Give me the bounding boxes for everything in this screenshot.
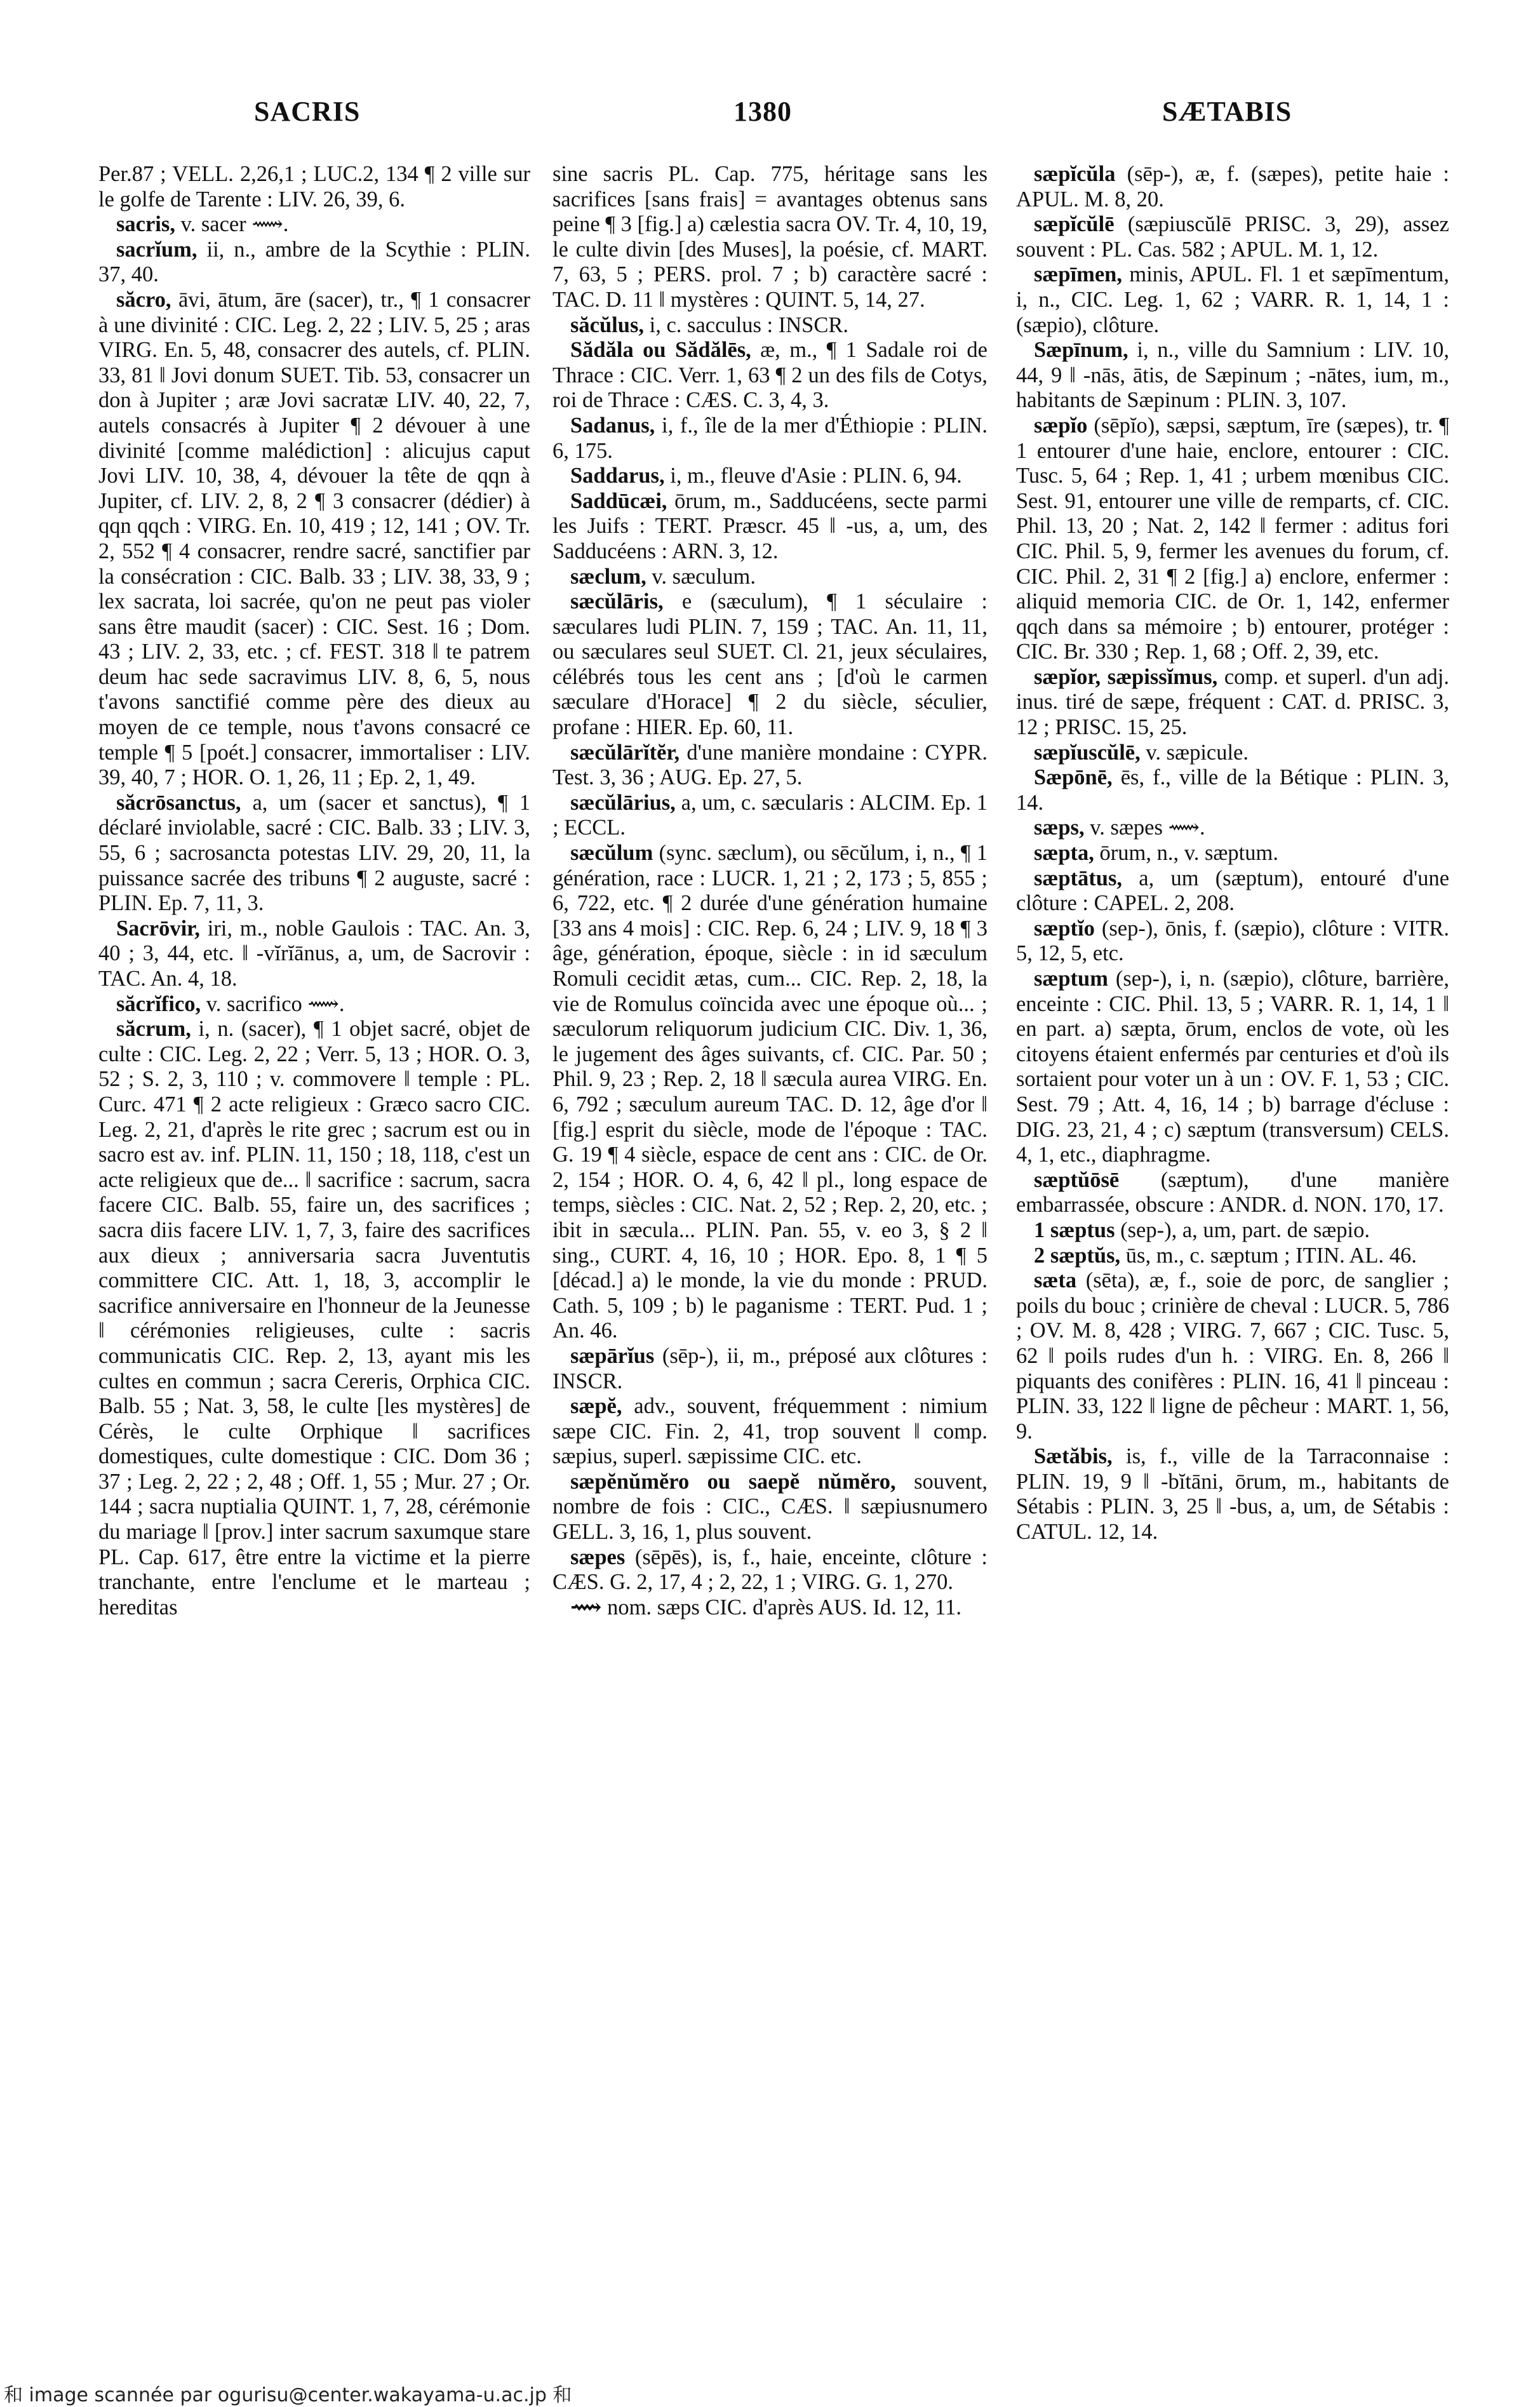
running-header <box>0 95 1540 140</box>
scan-credit-footer <box>0 2377 1540 2406</box>
entry-definition: v. sacer ⟿. <box>180 212 289 237</box>
entry-definition: v. sacrifico ⟿. <box>206 991 345 1016</box>
entry-definition: sine sacris PL. Cap. 775, héritage sans les sacrifices [sans frais] = avantages obtenus sans peine ¶ 3 [fig.] a) cælestia sacra OV. Tr. 4, 10, 19, le culte divin [des Muses], la poésie, cf. MART. 7, 63, 5 ; PERS. prol. 7 ; b) caractère sacré : TAC. D. 11 ‖ mystères : QUINT. 5, 14, 27. <box>552 162 988 312</box>
column-right <box>1016 162 1449 2372</box>
entry-definition: (sēpĭo), sæpsi, sæptum, īre (sæpes), tr. ¶ 1 entourer d'une haie, enclore, entourer : CIC. Tusc. 5, 64 ; Rep. 1, 41 ; urbem mœnibus CIC. Sest. 91, entourer une ville de remparts, cf. CIC. Phil. 13, 20 ; Nat. 2, 142 ‖ fermer : aditus fori CIC. Phil. 5, 9, fermer les avenues du forum, cf. CIC. Phil. 2, 31 ¶ 2 [fig.] a) enclore, enfermer : aliquid memoria CIC. de Or. 1, 142, enfermer qqch dans sa mémoire ; b) entourer, protéger : CIC. Br. 330 ; Rep. 1, 68 ; Off. 2, 39, etc. <box>1016 413 1449 664</box>
entry-headword: sæpĕ, <box>570 1394 622 1419</box>
header-page-number: 1380 <box>733 96 792 127</box>
entry-definition: i, n. (sacer), ¶ 1 objet sacré, objet de culte : CIC. Leg. 2, 22 ; Verr. 5, 13 ; HOR. O. 3, 52 ; S. 2, 3, 110 ; v. commovere ‖ temple : PL. Curc. 471 ¶ 2 acte religieux : Græco sacro CIC. Leg. 2, 21, d'après le rite grec ; sacrum est ou in sacro est av. inf. PLIN. 11, 150 ; 18, 118, c'est un acte religieux que de... ‖ sacrifice : sacrum, sacra facere CIC. Balb. 55, faire un, des sacrifices ; sacra diis facere LIV. 1, 7, 3, faire des sacrifices aux dieux ; anniversaria sacra Juventutis committere CIC. Att. 1, 18, 3, accomplir le sacrifice anniversaire en l'honneur de la Jeunesse ‖ cérémonies religieuses, culte : sacris communicatis CIC. Rep. 2, 13, ayant mis les cultes en commun ; sacra Cereris, Orphica CIC. Balb. 55 ; Nat. 3, 58, le culte [les mystères] de Cérès, le culte Orphique ‖ sacrifices domestiques, culte domestique : CIC. Dom 36 ; 37 ; Leg. 2, 22 ; 2, 48 ; Off. 1, 55 ; Mur. 27 ; Or. 144 ; sacra nuptialia QUINT. 1, 7, 28, cérémonie du mariage ‖ [prov.] inter sacrum saxumque stare PL. Cap. 617, être entre la victime et la pierre tranchante, entre l'enclume et le marteau ; hereditas <box>98 1017 530 1619</box>
entry-definition: i, n., ville du Samnium : LIV. 10, 44, 9 ‖ -nās, ātis, de Sæpinum ; -nātes, ium, m., habitants de Sæpinum : PLIN. 3, 107. <box>1016 338 1449 413</box>
dictionary-entry <box>98 212 530 238</box>
scan-credit-text: 和 image scannée par ogurisu@center.wakayama-u.ac.jp 和 <box>4 2384 572 2406</box>
entry-headword: sæpta, <box>1034 841 1094 866</box>
entry-headword: Sacrōvir, <box>116 916 200 941</box>
entry-headword: Saddarus, <box>570 464 665 488</box>
entry-headword: sacrĭum, <box>116 237 198 262</box>
entry-headword: săcrōsanctus, <box>116 790 241 815</box>
entry-headword: Sæpīnum, <box>1034 338 1128 363</box>
dictionary-entry <box>552 1344 988 1394</box>
entry-headword: ⟿ <box>570 1595 602 1619</box>
dictionary-entry <box>552 791 988 841</box>
entry-definition: æ, m., ¶ 1 Sadale roi de Thrace : CIC. Verr. 1, 63 ¶ 2 un des fils de Cotys, roi de Thrace : CÆS. C. 3, 4, 3. <box>552 338 988 413</box>
entry-definition: (sep-), ōnis, f. (sæpio), clôture : VITR. 5, 12, 5, etc. <box>1016 916 1449 966</box>
dictionary-entry <box>1016 262 1449 338</box>
entry-definition: ōrum, n., v. sæptum. <box>1099 841 1278 866</box>
entry-continuation <box>98 162 530 212</box>
entry-headword: 2 sæptŭs, <box>1034 1243 1121 1268</box>
dictionary-entry <box>98 916 530 992</box>
entry-definition: āvi, ātum, āre (sacer), tr., ¶ 1 consacrer à une divinité : CIC. Leg. 2, 22 ; LIV. 5, 25 ; aras VIRG. En. 5, 48, consacrer des autels, cf. PLIN. 33, 81 ‖ Jovi donum SUET. Tib. 53, consacrer un don à Jupiter ; aræ Jovi sacratæ LIV. 40, 22, 7, autels consacrés à Jupiter ¶ 2 dévouer à une divinité [comme malédiction] : alicujus caput Jovi LIV. 10, 38, 4, dévouer la tête de qqn à Jupiter, cf. LIV. 2, 8, 2 ¶ 3 consacrer (dédier) à qqn qqch : VIRG. En. 10, 419 ; 12, 141 ; OV. Tr. 2, 552 ¶ 4 consacrer, rendre sacré, sanctifier par la consécration : CIC. Balb. 33 ; LIV. 38, 33, 9 ; lex sacrata, loi sacrée, qu'on ne peut pas violer sans être maudit (sacer) : CIC. Sest. 16 ; Dom. 43 ; LIV. 2, 33, etc. ; cf. FEST. 318 ‖ te patrem deum hac sede sacravimus LIV. 8, 6, 5, nous t'avons sanctifié comme père des dieux au moyen de ce temple, nous t'avons consacré ce temple ¶ 5 [poét.] consacrer, immortaliser : LIV. 39, 40, 7 ; HOR. O. 1, 26, 11 ; Ep. 2, 1, 49. <box>98 287 530 790</box>
dictionary-entry <box>552 338 988 413</box>
entry-headword: sæpĭuscŭlē, <box>1034 740 1141 765</box>
entry-definition: e (sæculum), ¶ 1 séculaire : sæculares ludi PLIN. 7, 159 ; TAC. An. 11, 11, ou sæculares seul SUET. Cl. 21, jeux séculaires, célébrés tous les cent ans ; [d'où le carmen sæculare d'Horace] ¶ 2 du siècle, séculier, profane : HIER. Ep. 60, 11. <box>552 589 988 740</box>
entry-headword: sæpĭo <box>1034 413 1088 438</box>
entry-headword: sæptātus, <box>1034 866 1122 890</box>
entry-headword: Sæpōnē, <box>1034 765 1113 790</box>
entry-definition: d'une manière mondaine : CYPR. Test. 3, 36 ; AUG. Ep. 27, 5. <box>552 740 988 790</box>
entry-definition: v. sæpes ⟿. <box>1090 815 1205 840</box>
dictionary-entry <box>552 313 988 339</box>
entry-definition: a, um (sæptum), entouré d'une clôture : CAPEL. 2, 208. <box>1016 866 1449 916</box>
entry-headword: sæcŭlārĭtĕr, <box>570 740 680 765</box>
entry-headword: săcŭlus, <box>570 312 644 337</box>
dictionary-entry <box>552 1470 988 1545</box>
dictionary-entry <box>552 1595 988 1621</box>
entry-definition: i, f., île de la mer d'Éthiopie : PLIN. 6, 175. <box>552 413 988 463</box>
dictionary-entry <box>552 741 988 791</box>
entry-headword: sæcŭlārius, <box>570 790 676 815</box>
entry-definition: ēs, f., ville de la Bétique : PLIN. 3, 14. <box>1016 765 1449 815</box>
dictionary-entry <box>1016 916 1449 967</box>
dictionary-entry <box>98 1017 530 1620</box>
column-middle <box>552 162 988 2372</box>
dictionary-entry <box>1016 162 1449 212</box>
entry-continuation <box>552 162 988 313</box>
entry-headword: sæpārĭus <box>570 1343 655 1368</box>
entry-definition: v. sæculum. <box>652 564 756 589</box>
dictionary-entry <box>1016 815 1449 841</box>
entry-headword: 1 sæptus <box>1034 1217 1115 1242</box>
entry-headword: sæpĭcŭlē <box>1034 212 1115 237</box>
entry-headword: Sadanus, <box>570 413 655 438</box>
entry-definition: (sēp-), ii, m., préposé aux clôtures : INSCR. <box>552 1343 988 1393</box>
entry-headword: sæpes <box>570 1545 626 1569</box>
entry-headword: sæclum, <box>570 564 646 589</box>
dictionary-entry <box>1016 1244 1449 1269</box>
dictionary-entry <box>1016 841 1449 866</box>
header-left-guide-word: SACRIS <box>254 96 361 127</box>
entry-headword: sacris, <box>116 212 175 237</box>
entry-headword: sæps, <box>1034 815 1085 840</box>
entry-definition: Per.87 ; VELL. 2,26,1 ; LUC.2, 134 ¶ 2 ville sur le golfe de Tarente : LIV. 26, 39, 6. <box>98 162 530 211</box>
entry-definition: v. sæpicule. <box>1146 740 1249 765</box>
entry-headword: săcro, <box>116 287 171 312</box>
entry-definition: (sep-), a, um, part. de sæpio. <box>1120 1217 1370 1242</box>
dictionary-entry <box>98 238 530 288</box>
dictionary-entry <box>1016 212 1449 262</box>
entry-definition: adv., souvent, fréquemment : nimium sæpe CIC. Fin. 2, 41, trop souvent ‖ comp. sæpius, superl. sæpissime CIC. etc. <box>552 1394 988 1469</box>
entry-definition: a, um, c. sæcularis : ALCIM. Ep. 1 ; ECCL. <box>552 790 988 840</box>
entry-definition: iri, m., noble Gaulois : TAC. An. 3, 40 ; 3, 44, etc. ‖ -vĭrĭānus, a, um, de Sacrovir : TAC. An. 4, 18. <box>98 916 530 991</box>
entry-definition: comp. et superl. d'un adj. inus. tiré de sæpe, fréquent : CAT. d. PRISC. 3, 12 ; PRISC. 15, 25. <box>1016 664 1449 740</box>
entry-headword: Saddūcæi, <box>570 488 667 513</box>
dictionary-entry <box>552 589 988 741</box>
dictionary-entry <box>552 565 988 590</box>
entry-headword: Sădăla ou Sădălēs, <box>570 338 751 363</box>
entry-headword: sæcŭlāris, <box>570 589 664 614</box>
entry-definition: ōrum, m., Sadducéens, secte parmi les Juifs : TERT. Præscr. 45 ‖ -us, a, um, des Sadducéens : ARN. 3, 12. <box>552 488 988 563</box>
dictionary-entry <box>1016 741 1449 766</box>
entry-headword: sæptŭōsē <box>1034 1167 1120 1192</box>
dictionary-entry <box>1016 1268 1449 1444</box>
entry-headword: sæpīmen, <box>1034 262 1122 287</box>
entry-headword: Sætăbis, <box>1034 1444 1113 1469</box>
entry-definition: is, f., ville de la Tarraconnaise : PLIN. 19, 9 ‖ -bĭtāni, ōrum, m., habitants de Sétabis : PLIN. 3, 25 ‖ -bus, a, um, de Sétabis : CATUL. 12, 14. <box>1016 1444 1449 1545</box>
entry-headword: sæpĭcŭla <box>1034 162 1116 186</box>
entry-definition: i, c. sacculus : INSCR. <box>649 312 848 337</box>
entry-headword: sæpĕnŭmĕro ou saepĕ nŭmĕro, <box>570 1469 896 1494</box>
entry-definition: a, um (sacer et sanctus), ¶ 1 déclaré inviolable, sacré : CIC. Balb. 33 ; LIV. 3, 55, 6 ; sacrosancta potestas LIV. 29, 20, 11, la puissance sacrée des tribuns ¶ 2 auguste, sacré : PLIN. Ep. 7, 11, 3. <box>98 790 530 916</box>
entry-definition: souvent, nombre de fois : CIC., CÆS. ‖ sæpiusnumero GELL. 3, 16, 1, plus souvent. <box>552 1469 988 1545</box>
entry-headword: săcrĭfico, <box>116 991 201 1016</box>
entry-definition: (sēta), æ, f., soie de porc, de sanglier ; poils du bouc ; crinière de cheval : LUCR. 5, 786 ; OV. M. 8, 428 ; VIRG. 7, 667 ; CIC. Tusc. 5, 62 ‖ poils rudes d'un h. : VIRG. En. 8, 266 ‖ piquants des conifères : PLIN. 16, 41 ‖ pinceau : PLIN. 33, 122 ‖ ligne de pêcheur : MART. 1, 56, 9. <box>1016 1268 1449 1444</box>
dictionary-entry <box>98 992 530 1017</box>
entry-definition: nom. sæps CIC. d'après AUS. Id. 12, 11. <box>607 1595 962 1619</box>
dictionary-entry <box>552 489 988 565</box>
dictionary-entry <box>1016 413 1449 665</box>
entry-definition: (sep-), i, n. (sæpio), clôture, barrière, enceinte : CIC. Phil. 13, 5 ; VARR. R. 1, 14, 1 ‖ en part. a) sæpta, ōrum, enclos de vote, où les citoyens étaient enfermés par centuries et d'où ils sortaient pour voter un à un : OV. F. 1, 53 ; CIC. Sest. 79 ; Att. 4, 16, 14 ; b) barrage d'écluse : DIG. 23, 21, 4 ; c) sæptum (transversum) CELS. 4, 1, etc., diaphragme. <box>1016 967 1449 1167</box>
entry-definition: ūs, m., c. sæptum ; ITIN. AL. 46. <box>1125 1243 1417 1268</box>
dictionary-entry <box>552 841 988 1344</box>
entry-definition: ii, n., ambre de la Scythie : PLIN. 37, 40. <box>98 237 530 287</box>
dictionary-entry <box>98 288 530 791</box>
dictionary-entry <box>1016 765 1449 815</box>
dictionary-entry <box>552 1394 988 1470</box>
dictionary-entry <box>1016 866 1449 916</box>
entry-definition: i, m., fleuve d'Asie : PLIN. 6, 94. <box>670 464 962 488</box>
dictionary-entry <box>552 413 988 464</box>
entry-headword: sæptum <box>1034 967 1108 991</box>
dictionary-entry <box>1016 1444 1449 1545</box>
entry-definition: (sēpēs), is, f., haie, enceinte, clôture : CÆS. G. 2, 17, 4 ; 2, 22, 1 ; VIRG. G. 1, 270. <box>552 1545 988 1595</box>
dictionary-entry <box>1016 665 1449 741</box>
dictionary-entry <box>552 1545 988 1595</box>
entry-headword: săcrum, <box>116 1017 191 1042</box>
entry-definition: (sæpiuscŭlē PRISC. 3, 29), assez souvent : PL. Cas. 582 ; APUL. M. 1, 12. <box>1016 212 1449 262</box>
entry-definition: (sync. sæclum), ou sēcŭlum, i, n., ¶ 1 génération, race : LUCR. 1, 21 ; 2, 173 ; 5, 855 ; 6, 722, etc. ¶ 2 durée d'une génération humaine [33 ans 4 mois] : CIC. Rep. 6, 24 ; LIV. 9, 18 ¶ 3 âge, génération, époque, siècle : in id sæculum Romuli cecidit ætas, cum... CIC. Rep. 2, 18, la vie de Romulus coïncida avec une époque où... ; sæculorum reliquorum judicium CIC. Div. 1, 36, le jugement des âges suivants, cf. CIC. Par. 50 ; Phil. 9, 23 ; Rep. 2, 18 ‖ sæcula aurea VIRG. En. 6, 792 ; sæculum aureum TAC. D. 12, âge d'or ‖ [fig.] esprit du siècle, mode de l'époque : TAC. G. 19 ¶ 4 siècle, espace de cent ans : CIC. de Or. 2, 154 ; HOR. O. 4, 6, 42 ‖ pl., long espace de temps, siècles : CIC. Nat. 2, 52 ; Rep. 2, 20, etc. ; ibit in sæcula... PLIN. Pan. 55, v. eo 3, § 2 ‖ sing., CURT. 4, 16, 10 ; HOR. Epo. 8, 1 ¶ 5 [décad.] a) le monde, la vie du monde : PRUD. Cath. 5, 109 ; b) le paganisme : TERT. Pud. 1 ; An. 46. <box>552 841 988 1343</box>
entry-headword: sæptĭo <box>1034 916 1095 941</box>
entry-headword: sæta <box>1034 1268 1077 1293</box>
entry-headword: sæcŭlum <box>570 841 653 866</box>
entry-headword: sæpĭor, sæpissĭmus, <box>1034 664 1218 689</box>
entry-definition: minis, APUL. Fl. 1 et sæpīmentum, i, n., CIC. Leg. 1, 62 ; VARR. R. 1, 14, 1 : (sæpio), clôture. <box>1016 262 1449 337</box>
dictionary-entry <box>1016 1218 1449 1244</box>
dictionary-entry <box>1016 1168 1449 1218</box>
column-left <box>98 162 530 2372</box>
dictionary-entry <box>98 791 530 916</box>
entry-definition: (sæptum), d'une manière embarrassée, obscure : ANDR. d. NON. 170, 17. <box>1016 1167 1449 1217</box>
entry-definition: (sēp-), æ, f. (sæpes), petite haie : APUL. M. 8, 20. <box>1016 162 1449 211</box>
header-right-guide-word: SÆTABIS <box>1162 96 1292 127</box>
dictionary-entry <box>552 464 988 489</box>
dictionary-entry <box>1016 967 1449 1168</box>
dictionary-entry <box>1016 338 1449 413</box>
